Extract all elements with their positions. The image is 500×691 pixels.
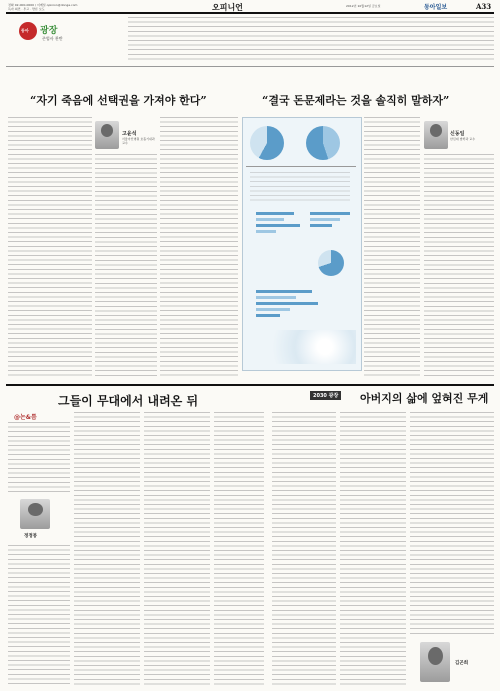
dandelion-illustration xyxy=(252,330,356,364)
intro-rule xyxy=(6,66,494,67)
bottom-left-col2 xyxy=(74,412,140,685)
bar-4 xyxy=(256,230,276,233)
author-name-bottom-left: 정정봉 xyxy=(24,534,38,539)
bottom-left-col3 xyxy=(144,412,210,685)
bottom-left-col1-top xyxy=(8,422,70,494)
left-article-col3 xyxy=(160,117,238,379)
infographic-divider xyxy=(246,166,356,167)
bottom-mid-col1 xyxy=(272,412,336,685)
bar-10 xyxy=(256,302,318,305)
middle-rule xyxy=(6,384,494,386)
date: 2012년 10월12일 금요일 xyxy=(346,4,381,8)
right-article-col1 xyxy=(364,117,420,379)
section-title: 오피니언 xyxy=(212,2,243,12)
pie-chart-1 xyxy=(250,126,284,160)
bottom-left-col1 xyxy=(8,545,70,685)
author-title-left: 서울아산병원 호흡기내과 교수 xyxy=(122,137,155,145)
bar-8 xyxy=(256,290,312,293)
paper-name: 동아일보 xyxy=(424,4,448,11)
left-article-col1 xyxy=(8,117,92,379)
column-name: @논&틈 xyxy=(14,414,37,421)
right-article-col2 xyxy=(424,154,494,379)
logo-subtitle: 존엄사 찬반 xyxy=(42,36,63,41)
author-title-right: 한림대 법학과 교수 xyxy=(450,137,476,141)
intro-text xyxy=(128,17,494,61)
bar-6 xyxy=(310,218,340,221)
bottom-mid-col3 xyxy=(410,412,494,637)
author-name-left: 고윤석 xyxy=(122,131,137,137)
author-name-right: 신동일 xyxy=(450,131,465,137)
author-photo-bottom-right xyxy=(420,642,450,682)
bar-9 xyxy=(256,296,296,299)
bottom-mid-headline: 아버지의 삶에 엎혀진 무게 xyxy=(360,392,489,405)
bar-2 xyxy=(256,218,284,221)
author-photo-bottom-left xyxy=(20,499,50,529)
header-contact-2: 독자 의견 · 투고 · 반론 보도 xyxy=(8,7,45,11)
bottom-left-col4 xyxy=(214,412,264,685)
bar-7 xyxy=(310,224,332,227)
infographic-table xyxy=(250,172,350,202)
pie-chart-3 xyxy=(318,250,344,276)
right-headline: “결국 돈문제라는 것을 솔직히 말하자” xyxy=(262,94,450,107)
bar-5 xyxy=(310,212,350,215)
bottom-left-headline: 그들이 무대에서 내려온 뒤 xyxy=(58,394,199,408)
author-photo-left xyxy=(95,121,119,149)
left-headline: “자기 죽음에 선택권을 가져야 한다” xyxy=(30,94,207,107)
page-number: A33 xyxy=(476,2,492,11)
author-photo-right xyxy=(424,121,448,149)
header-contact: 전화 02-000-0000 / 이메일 opinion@donga.com xyxy=(8,3,78,7)
logo-title: 광장 xyxy=(40,26,58,36)
header-rule xyxy=(6,12,494,14)
pie-chart-2 xyxy=(306,126,340,160)
bar-12 xyxy=(256,314,280,317)
bar-11 xyxy=(256,308,290,311)
author-name-bottom-right: 김곤희 xyxy=(455,661,469,666)
logo-mark: 동아 xyxy=(21,28,29,33)
bottom-mid-col2 xyxy=(340,412,406,685)
bar-3 xyxy=(256,224,300,227)
left-article-col2 xyxy=(95,154,157,379)
column-label-2030: 2030 광장 xyxy=(310,391,341,400)
bar-1 xyxy=(256,212,294,215)
